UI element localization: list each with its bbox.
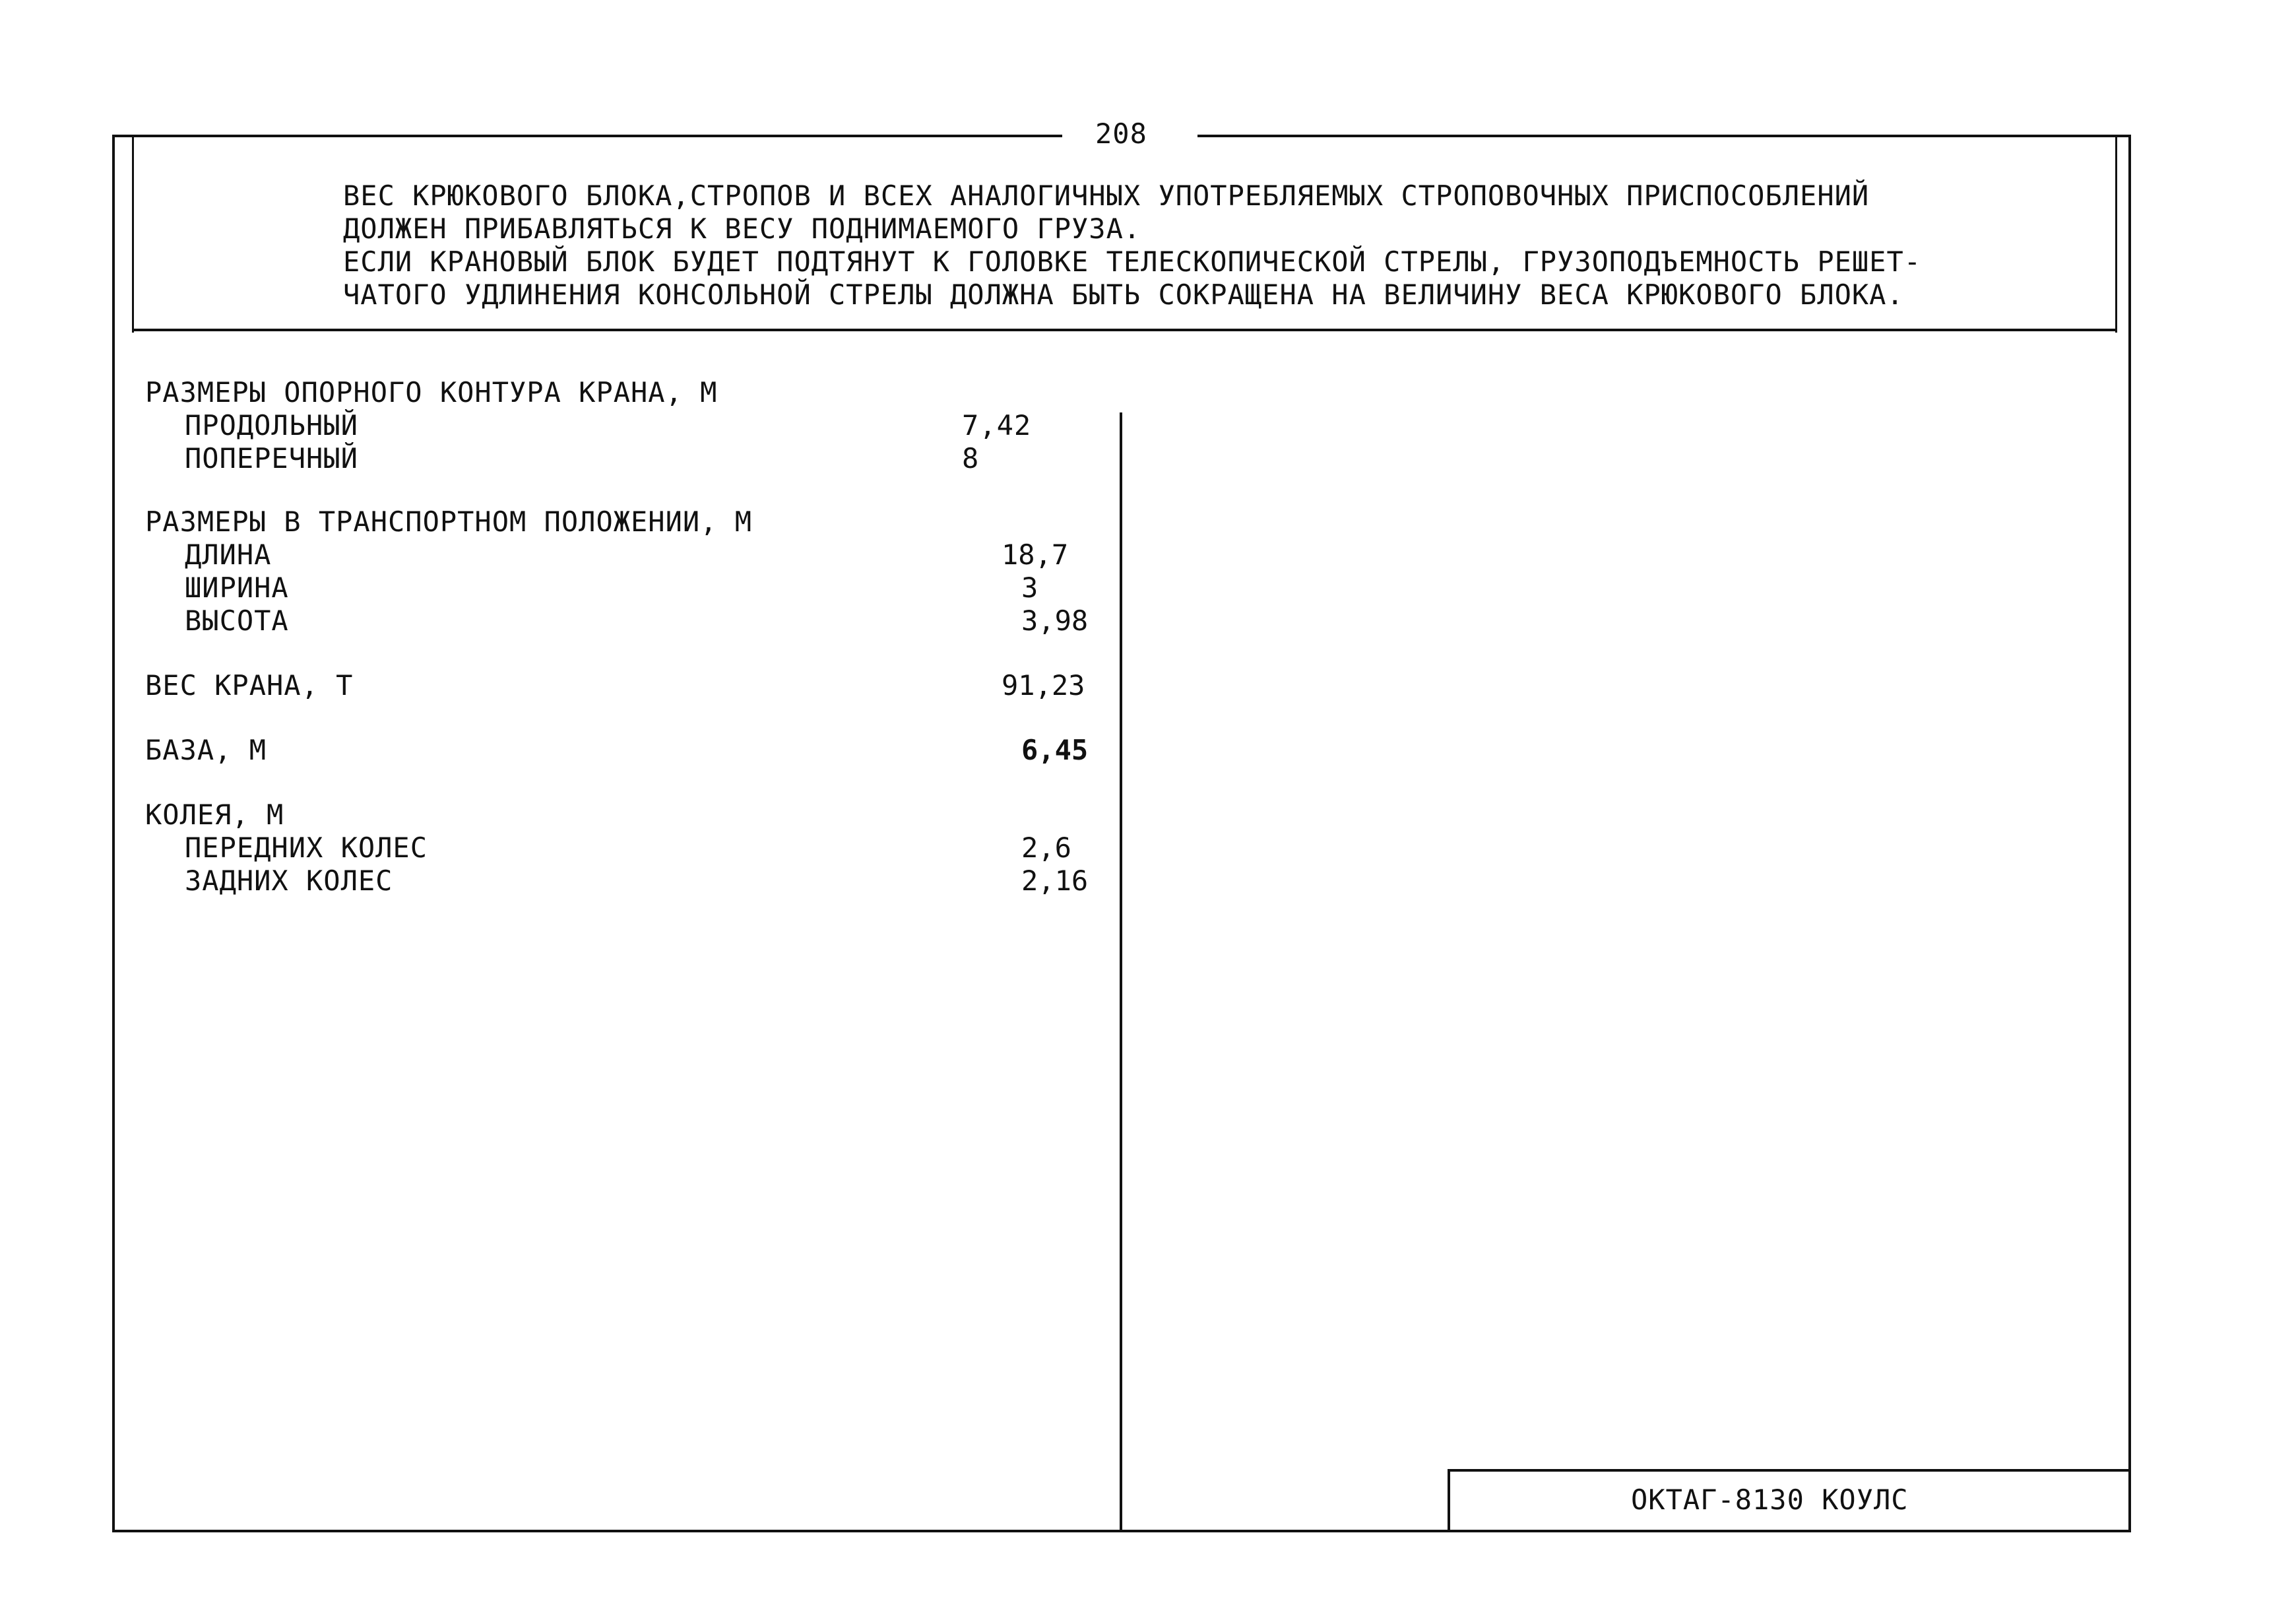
transport-length-label: ДЛИНА: [185, 539, 272, 571]
title-block-left: [1448, 1469, 1450, 1532]
transport-width-value: 3: [1021, 572, 1038, 604]
frame-top-left: [112, 135, 1062, 137]
frame-right-inner: [2115, 135, 2117, 333]
transport-length-value: 18,7: [1002, 539, 1069, 571]
track-front-label: ПЕРЕДНИХ КОЛЕС: [185, 832, 428, 864]
title-block-top: [1448, 1469, 2131, 1472]
note-line-1: ВЕС КРЮКОВОГО БЛОКА,СТРОПОВ И ВСЕХ АНАЛОГИЧНЫХ УПОТРЕБЛЯЕМЫХ СТРОПОВОЧНЫХ ПРИСПОСОБЛЕНИЙ: [343, 180, 1870, 212]
weight-label: ВЕС КРАНА, Т: [145, 669, 354, 702]
support-heading: РАЗМЕРЫ ОПОРНОГО КОНТУРА КРАНА, М: [145, 376, 718, 408]
note-line-4: ЧАТОГО УДЛИНЕНИЯ КОНСОЛЬНОЙ СТРЕЛЫ ДОЛЖНА БЫТЬ СОКРАЩЕНА НА ВЕЛИЧИНУ ВЕСА КРЮКОВОГО БЛОКА.: [343, 278, 1904, 311]
transport-height-label: ВЫСОТА: [185, 604, 289, 637]
note-text: [343, 180, 1921, 311]
track-heading: КОЛЕЯ, М: [145, 799, 284, 831]
frame-left: [112, 135, 115, 1531]
track-rear-value: 2,16: [1021, 865, 1089, 897]
transport-height-value: 3,98: [1021, 604, 1089, 637]
weight-value: 91,23: [1002, 669, 1085, 702]
support-longitudinal-value: 7,42: [962, 409, 1032, 441]
transport-width-label: ШИРИНА: [185, 572, 289, 604]
support-transverse-value: 8: [962, 442, 980, 474]
page-number: 208: [1095, 117, 1147, 150]
frame-right: [2128, 135, 2131, 1531]
base-value: 6,45: [1021, 734, 1089, 766]
note-line-3: ЕСЛИ КРАНОВЫЙ БЛОК БУДЕТ ПОДТЯНУТ К ГОЛОВКЕ ТЕЛЕСКОПИЧЕСКОЙ СТРЕЛЫ, ГРУЗОПОДЪЕМНОСТЬ РЕШЕТ-: [343, 245, 1922, 278]
transport-heading: РАЗМЕРЫ В ТРАНСПОРТНОМ ПОЛОЖЕНИИ, М: [145, 506, 753, 538]
base-label: БАЗА, М: [145, 734, 267, 766]
frame-left-inner: [132, 135, 134, 333]
note-box-bottom: [132, 329, 2117, 331]
track-front-value: 2,6: [1021, 832, 1071, 864]
note-line-2: ДОЛЖЕН ПРИБАВЛЯТЬСЯ К ВЕСУ ПОДНИМАЕМОГО ГРУЗА.: [343, 212, 1141, 245]
track-rear-label: ЗАДНИХ КОЛЕС: [185, 865, 393, 897]
title-block-model: ОКТАГ-8130 КОУЛС: [1631, 1484, 1909, 1516]
frame-top-right: [1197, 135, 2131, 137]
support-longitudinal-label: ПРОДОЛЬНЫЙ: [185, 409, 358, 441]
support-transverse-label: ПОПЕРЕЧНЫЙ: [185, 442, 358, 474]
